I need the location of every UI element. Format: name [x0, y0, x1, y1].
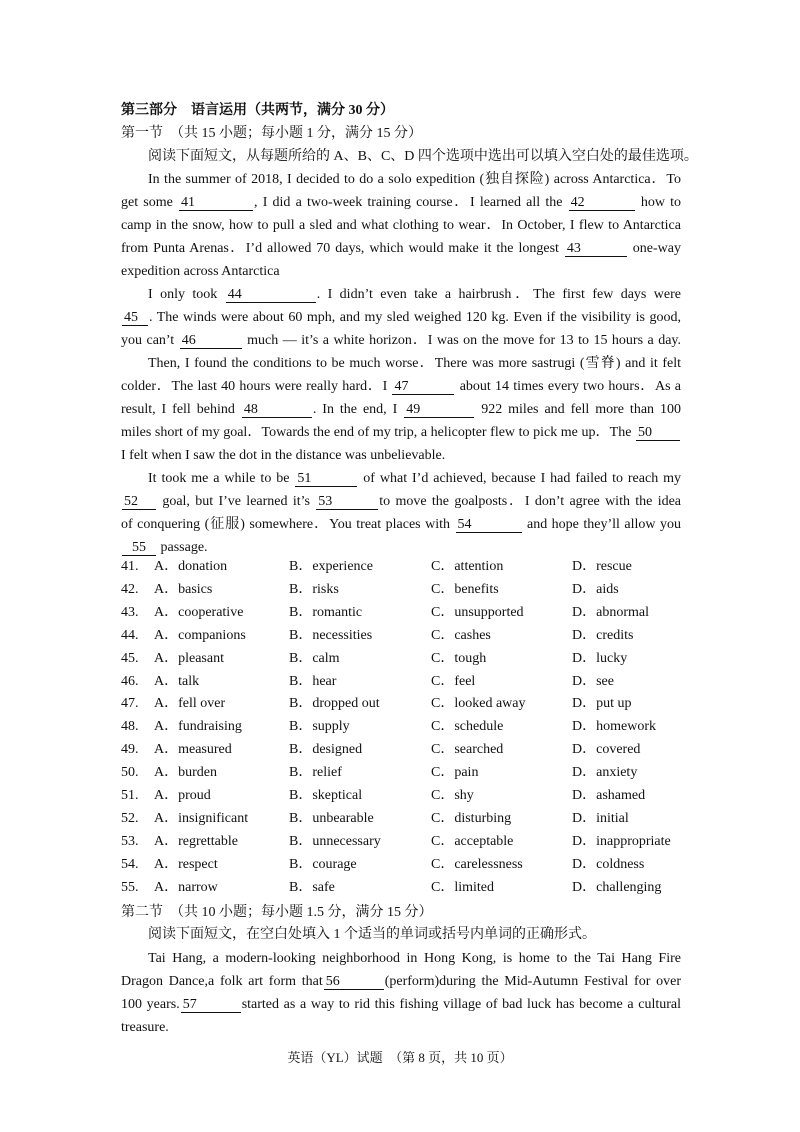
passage-line	[148, 354, 681, 374]
passage-text: It took me a while to be	[148, 471, 295, 486]
option-c[interactable]: C．feel	[431, 673, 476, 689]
passage-text: 922 miles and fell more than 100	[475, 402, 681, 417]
passage-text: Then, I found the conditions to be much worse．There was more sastrugi (雪脊) and it felt	[148, 356, 681, 371]
blank-57[interactable]: 57	[181, 998, 241, 1013]
question-row-42	[121, 580, 701, 600]
passage-line	[148, 170, 681, 190]
passage-text: colder．The last 40 hours were really hard．I	[121, 379, 392, 394]
option-a[interactable]: A．burden	[154, 765, 217, 781]
question-number: 43.	[121, 604, 139, 620]
question-row-43	[121, 603, 701, 623]
blank-55[interactable]: 55	[122, 541, 156, 556]
question-row-45	[121, 649, 701, 669]
option-d[interactable]: D．abnormal	[572, 604, 649, 620]
option-c[interactable]: C．acceptable	[431, 833, 514, 849]
passage-text: In the summer of 2018, I decided to do a solo expedition (独自探险) across Antarctica．To	[148, 172, 681, 187]
option-a[interactable]: A．donation	[154, 559, 228, 574]
question-row-52	[121, 809, 701, 829]
passage-text: I only took	[148, 287, 225, 302]
blank-42[interactable]: 42	[569, 196, 635, 211]
question-number: 47.	[121, 696, 139, 712]
option-b[interactable]: B．courage	[289, 856, 357, 872]
blank-43[interactable]: 43	[565, 242, 627, 257]
passage-text: miles short of my goal．Towards the end of my trip, a helicopter flew to pick me up．The	[121, 425, 635, 440]
question-number: 41.	[121, 559, 139, 574]
option-b[interactable]: B．risks	[289, 581, 339, 597]
option-b[interactable]: B．necessities	[289, 627, 373, 643]
blank-49[interactable]: 49	[404, 403, 474, 418]
question-row-53	[121, 832, 701, 852]
blank-54[interactable]: 54	[456, 518, 522, 533]
question-number: 55.	[121, 879, 139, 895]
option-d[interactable]: D．challenging	[572, 879, 662, 895]
option-d[interactable]: D．see	[572, 673, 614, 689]
passage-text: passage.	[157, 540, 208, 555]
option-a[interactable]: A．insignificant	[154, 810, 249, 826]
option-d[interactable]: D．rescue	[572, 559, 632, 574]
passage-text: camp in the snow, how to pull a sled and what clothing to wear．In October, I flew to Antarctica	[121, 218, 681, 233]
blank-51[interactable]: 51	[295, 472, 357, 487]
passage-text: and hope they’ll allow you	[522, 517, 682, 532]
passage-line	[121, 538, 681, 558]
section1-instruction: 阅读下面短文，从每题所给的 A、B、C、D 四个选项中选出可以填入空白处的最佳选项。	[148, 149, 698, 164]
option-b[interactable]: B．romantic	[289, 604, 363, 620]
passage-line	[121, 193, 681, 213]
blank-50[interactable]: 50	[636, 426, 680, 441]
option-c[interactable]: C．attention	[431, 559, 504, 574]
option-d[interactable]: D．covered	[572, 742, 641, 758]
passage-text: , I did a two-week training course．I learned all the	[254, 195, 568, 210]
option-c[interactable]: C．benefits	[431, 581, 499, 597]
option-a[interactable]: A．talk	[154, 673, 200, 689]
passage-text: I felt when I saw the dot in the distance was unbelievable.	[121, 448, 446, 463]
option-c[interactable]: C．looked away	[431, 696, 526, 712]
section2-heading: 第二节 （共 10 小题；每小题 1.5 分，满分 15 分）	[121, 905, 433, 920]
passage-line	[121, 423, 681, 443]
blank-53[interactable]: 53	[316, 495, 378, 510]
passage-text: . I didn’t even take a hairbrush．The first few days were	[316, 287, 681, 302]
blank-52[interactable]: 52	[122, 495, 156, 510]
option-b[interactable]: B．relief	[289, 765, 342, 781]
option-c[interactable]: C．unsupported	[431, 604, 524, 620]
passage-line	[121, 216, 681, 236]
option-a[interactable]: A．fell over	[154, 696, 226, 712]
option-b[interactable]: B．designed	[289, 742, 363, 758]
option-c[interactable]: C．tough	[431, 650, 487, 666]
option-d[interactable]: D．put up	[572, 696, 632, 712]
option-d[interactable]: D．anxiety	[572, 765, 638, 781]
passage-text: started as a way to rid this fishing village of bad luck has become a cultural	[241, 997, 681, 1012]
passage-line	[121, 331, 681, 351]
question-row-48	[121, 717, 701, 737]
option-c[interactable]: C．disturbing	[431, 810, 512, 826]
passage-text: one-way	[627, 241, 682, 256]
option-b[interactable]: B．hear	[289, 673, 337, 689]
option-b[interactable]: B．skeptical	[289, 788, 363, 803]
question-number: 42.	[121, 581, 139, 597]
question-row-49	[121, 740, 701, 760]
option-c[interactable]: C．searched	[431, 742, 504, 758]
question-number: 45.	[121, 650, 139, 666]
passage-text: goal, but I’ve learned it’s	[157, 494, 316, 509]
passage-text: . In the end, I	[312, 402, 404, 417]
option-d[interactable]: D．homework	[572, 719, 656, 735]
option-c[interactable]: C．shy	[431, 788, 474, 803]
question-number: 52.	[121, 810, 139, 826]
passage-line	[148, 285, 681, 305]
option-c[interactable]: C．pain	[431, 765, 479, 781]
option-a[interactable]: A．cooperative	[154, 604, 244, 620]
passage-line	[148, 469, 681, 489]
passage-text: about 14 times every two hours．As a	[455, 379, 681, 394]
option-a[interactable]: A．narrow	[154, 879, 218, 895]
question-row-46	[121, 672, 701, 692]
option-a[interactable]: A．pleasant	[154, 650, 224, 666]
passage-text: Tai Hang, a modern-looking neighborhood in Hong Kong, is home to the Tai Hang Fire	[148, 951, 681, 966]
passage-text: of conquering (征服) somewhere．You treat places with	[121, 517, 455, 532]
passage-line	[148, 949, 681, 969]
passage-line	[121, 515, 681, 535]
passage-text: you can’t	[121, 333, 179, 348]
passage-text: get some	[121, 195, 179, 210]
option-d[interactable]: D．aids	[572, 581, 619, 597]
option-d[interactable]: D．inappropriate	[572, 833, 671, 849]
passage-text: from Punta Arenas．I’d allowed 70 days, which would make it the longest	[121, 241, 564, 256]
option-c[interactable]: C．cashes	[431, 627, 491, 643]
option-b[interactable]: B．safe	[289, 879, 335, 895]
option-b[interactable]: B．unbearable	[289, 810, 374, 826]
passage-line	[121, 995, 681, 1015]
question-row-54	[121, 855, 701, 875]
passage-line	[121, 446, 681, 466]
part3-heading: 第三部分 语言运用（共两节，满分 30 分）	[121, 103, 394, 118]
blank-46[interactable]: 46	[180, 334, 242, 349]
option-b[interactable]: B．dropped out	[289, 696, 380, 712]
blank-47[interactable]: 47	[392, 380, 454, 395]
section1-heading: 第一节 （共 15 小题；每小题 1 分，满分 15 分）	[121, 126, 422, 141]
question-row-44	[121, 626, 701, 646]
passage-line	[121, 308, 681, 328]
passage-text: Dragon Dance,a folk art form that	[121, 974, 323, 989]
passage-text: (perform)during the Mid-Autumn Festival for over	[384, 974, 681, 989]
question-number: 48.	[121, 719, 139, 735]
question-row-41	[121, 557, 701, 577]
passage-line	[121, 400, 681, 420]
option-a[interactable]: A．fundraising	[154, 719, 242, 735]
page-footer: 英语（YL）试题 （第 8 页，共 10 页）	[287, 1050, 513, 1065]
question-number: 44.	[121, 627, 139, 643]
passage-text: result, I fell behind	[121, 402, 241, 417]
question-row-55	[121, 878, 701, 898]
option-c[interactable]: C．carelessness	[431, 856, 523, 872]
option-d[interactable]: D．lucky	[572, 650, 628, 666]
passage-line	[121, 239, 681, 259]
passage-text: how to	[635, 195, 681, 210]
passage-text: expedition across Antarctica	[121, 264, 280, 279]
section2-instruction: 阅读下面短文，在空白处填入 1 个适当的单词或括号内单词的正确形式。	[148, 927, 596, 942]
passage-line	[121, 377, 681, 397]
option-d[interactable]: D．initial	[572, 810, 629, 826]
passage-line	[121, 1018, 681, 1038]
blank-41[interactable]: 41	[179, 196, 253, 211]
passage-text: of what I’d achieved, because I had failed to reach my	[358, 471, 682, 486]
option-c[interactable]: C．schedule	[431, 719, 504, 735]
option-b[interactable]: B．supply	[289, 719, 350, 735]
question-row-51	[121, 786, 701, 806]
option-a[interactable]: A．proud	[154, 788, 211, 803]
passage-line	[121, 972, 681, 992]
question-number: 49.	[121, 742, 139, 758]
blank-44[interactable]: 44	[226, 288, 316, 303]
blank-56[interactable]: 56	[324, 975, 384, 990]
question-row-47	[121, 694, 701, 714]
question-row-50	[121, 763, 701, 783]
passage-text: treasure.	[121, 1020, 169, 1035]
passage-text: . The winds were about 60 mph, and my sled weighed 120 kg. Even if the visibility is good,	[149, 310, 681, 325]
option-d[interactable]: D．ashamed	[572, 788, 646, 803]
blank-45[interactable]: 45	[122, 311, 148, 326]
option-b[interactable]: B．experience	[289, 559, 373, 574]
option-d[interactable]: D．credits	[572, 627, 634, 643]
option-a[interactable]: A．measured	[154, 742, 232, 758]
question-number: 50.	[121, 765, 139, 781]
passage-text: to move the goalposts．I don’t agree with the idea	[379, 494, 682, 509]
option-a[interactable]: A．respect	[154, 856, 218, 872]
option-b[interactable]: B．unnecessary	[289, 833, 381, 849]
question-number: 51.	[121, 788, 139, 803]
blank-48[interactable]: 48	[242, 403, 312, 418]
option-a[interactable]: A．basics	[154, 581, 213, 597]
passage-text: much — it’s a white horizon．I was on the move for 13 to 15 hours a day.	[242, 333, 681, 348]
option-b[interactable]: B．calm	[289, 650, 340, 666]
option-c[interactable]: C．limited	[431, 879, 494, 895]
question-number: 46.	[121, 673, 139, 689]
option-d[interactable]: D．coldness	[572, 856, 645, 872]
option-a[interactable]: A．regrettable	[154, 833, 238, 849]
question-number: 54.	[121, 856, 139, 872]
passage-line	[121, 262, 681, 282]
option-a[interactable]: A．companions	[154, 627, 246, 643]
passage-line	[121, 492, 681, 512]
passage-text: 100 years.	[121, 997, 180, 1012]
question-number: 53.	[121, 833, 139, 849]
